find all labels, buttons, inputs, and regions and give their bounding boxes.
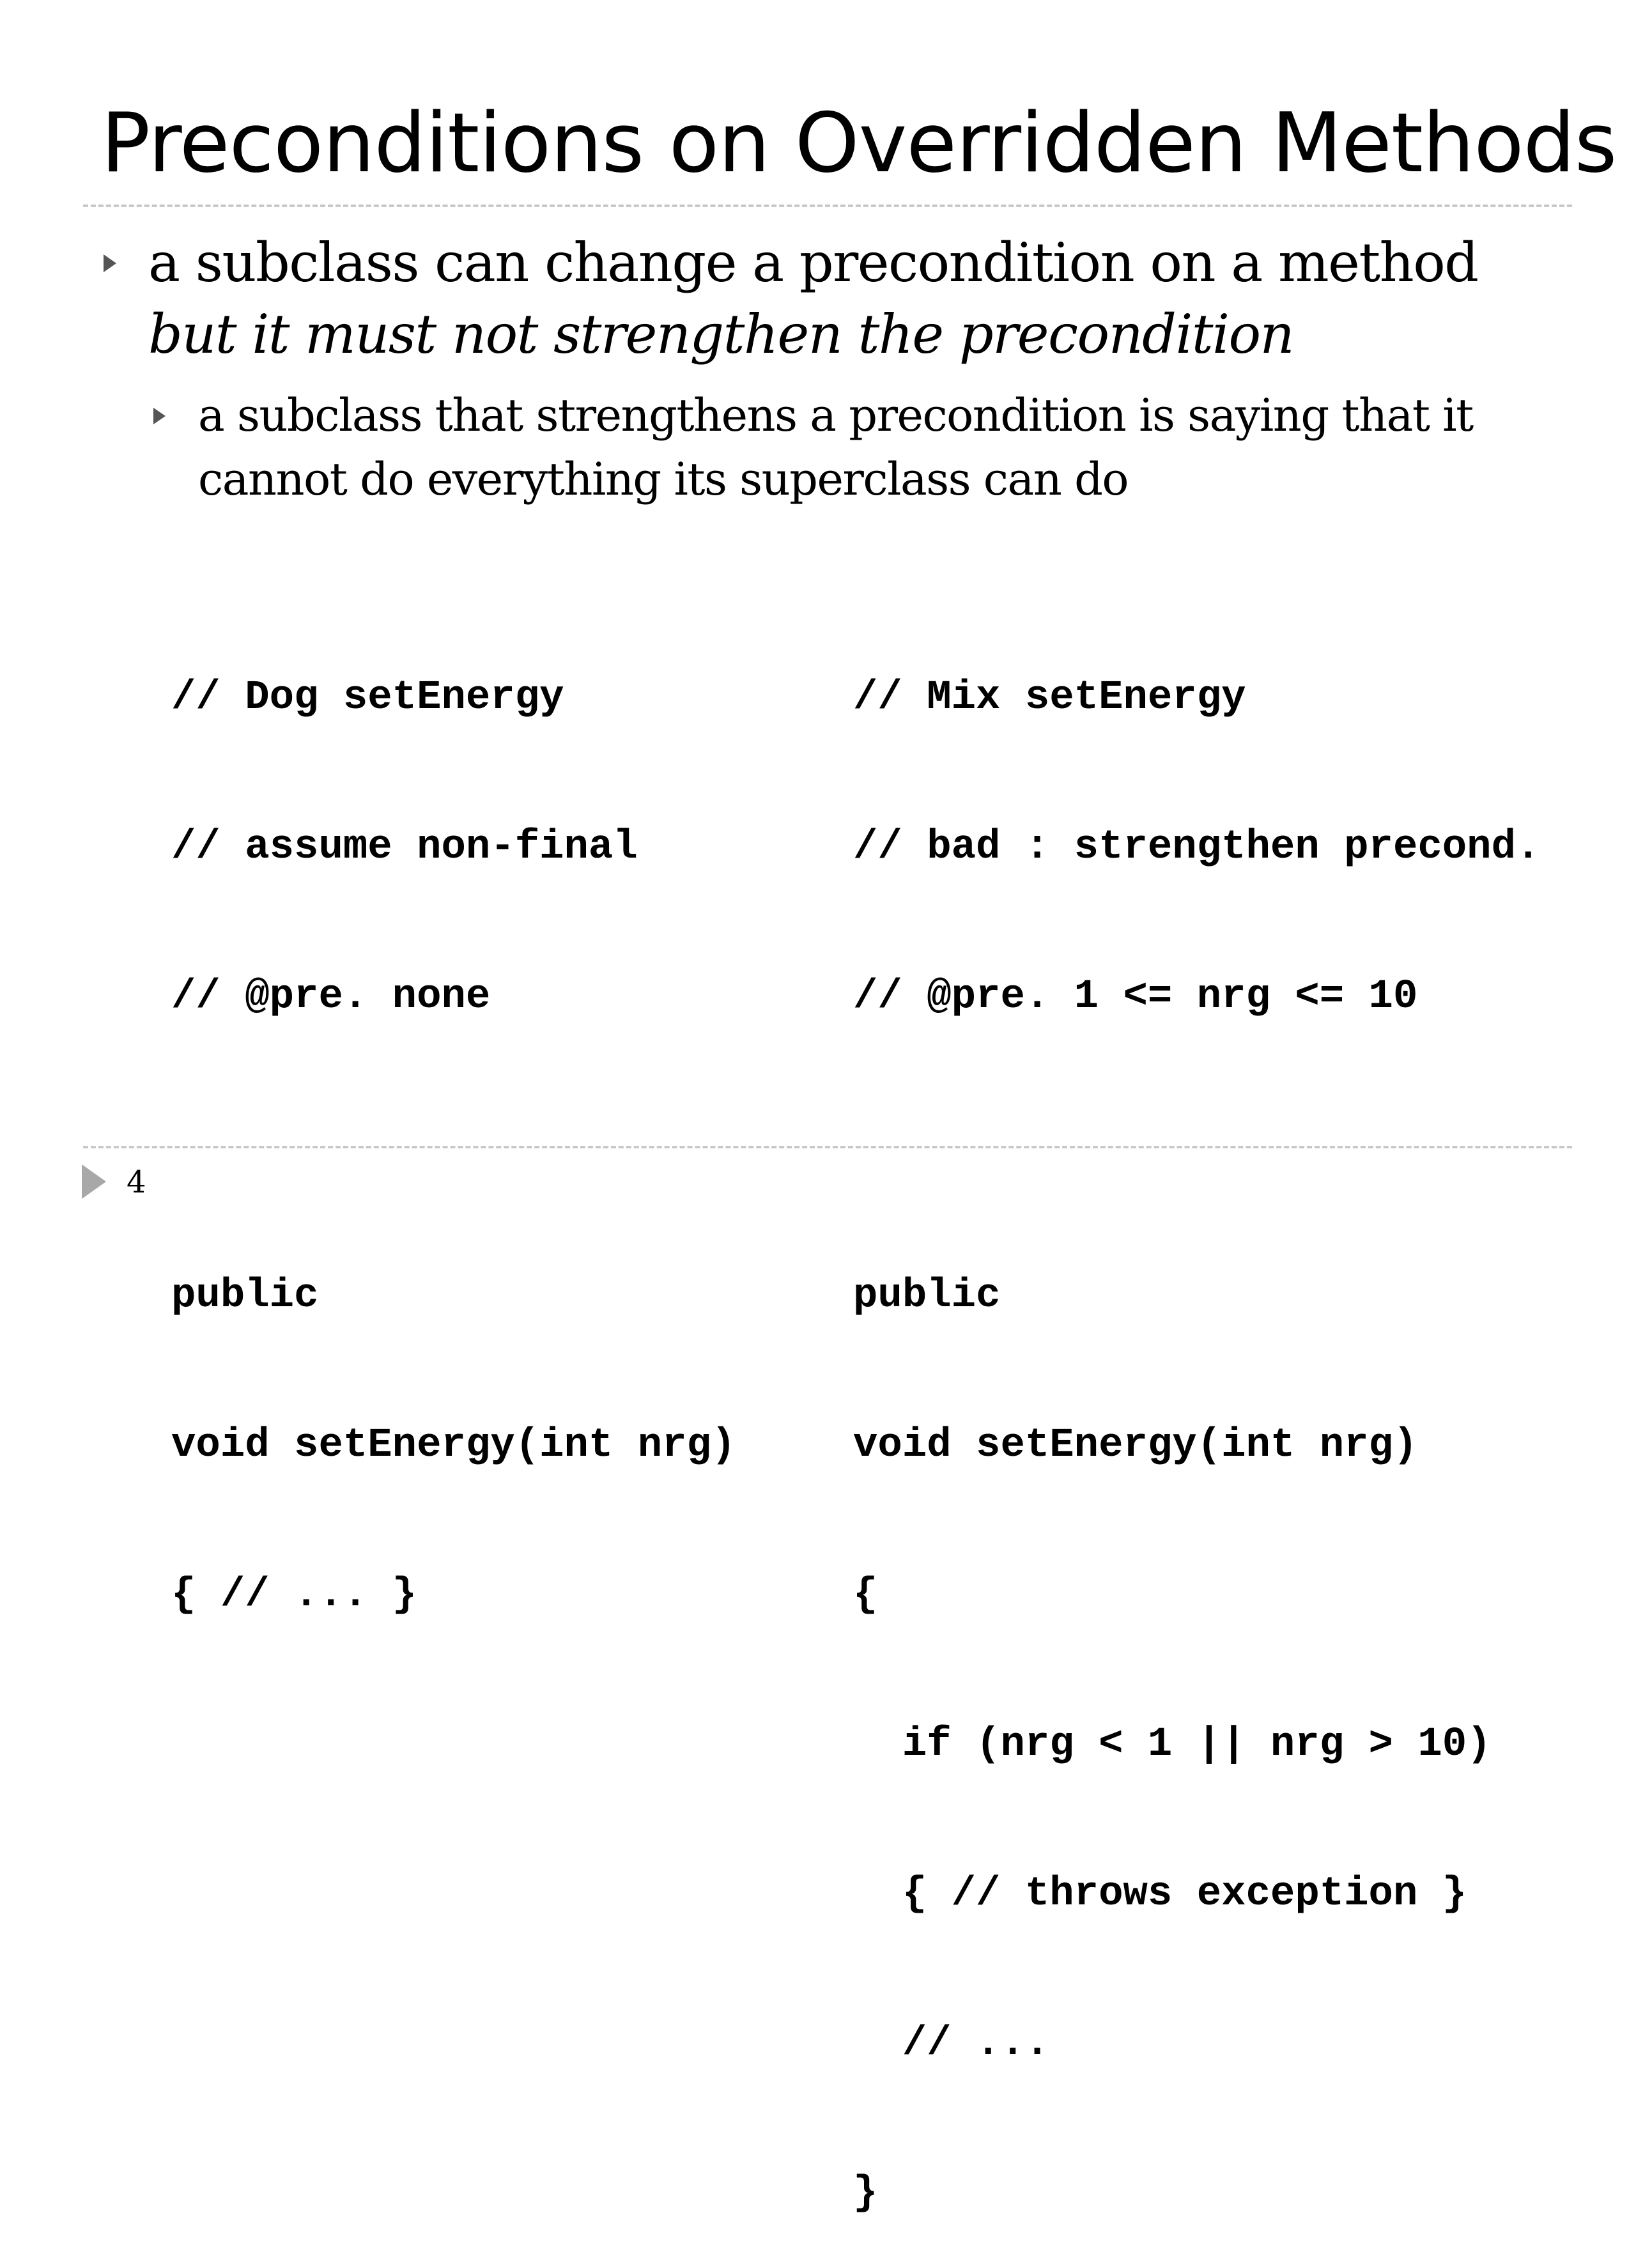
bullet-level-1 [148,227,1573,370]
code-line: } [853,2170,878,2216]
code-line: // Mix setEnergy [853,675,1246,721]
code-block-mix [853,573,1540,2268]
slide-title: Preconditions on Overridden Methods [101,96,1617,191]
code-line: void setEnergy(int nrg) [171,1423,736,1469]
sub-bullet-arrow-icon [153,408,166,424]
code-line: if (nrg < 1 || nrg > 10) [853,1722,1492,1768]
code-line: { // throws exception } [853,1871,1467,1917]
code-line: { // ... } [171,1572,417,1618]
code-line: // @pre. none [171,974,491,1020]
code-line: // bad : strengthen precond. [853,824,1541,870]
code-line: public [853,1273,1001,1319]
bullet-level-1-emphasis: but it must not strengthen the precondition [148,303,1294,366]
code-line: // assume non-final [171,824,638,870]
code-line: // Dog setEnergy [171,675,564,721]
bullet-arrow-icon [104,254,116,272]
code-line: // @pre. 1 <= nrg <= 10 [853,974,1418,1020]
code-line: void setEnergy(int nrg) [853,1423,1418,1469]
code-block-dog [171,573,736,1670]
code-line: { [853,1572,878,1618]
code-line: // ... [853,2021,1050,2067]
footer-divider [83,1146,1572,1148]
bullet-level-1-text: a subclass can change a precondition on a method [148,231,1478,294]
footer-arrow-icon [82,1164,106,1199]
title-divider [83,204,1572,207]
code-line: public [171,1273,319,1319]
bullet-level-2: a subclass that strengthens a precondition is saying that it cannot do everything its superclass can do [198,389,1473,505]
page-number: 4 [127,1164,146,1200]
